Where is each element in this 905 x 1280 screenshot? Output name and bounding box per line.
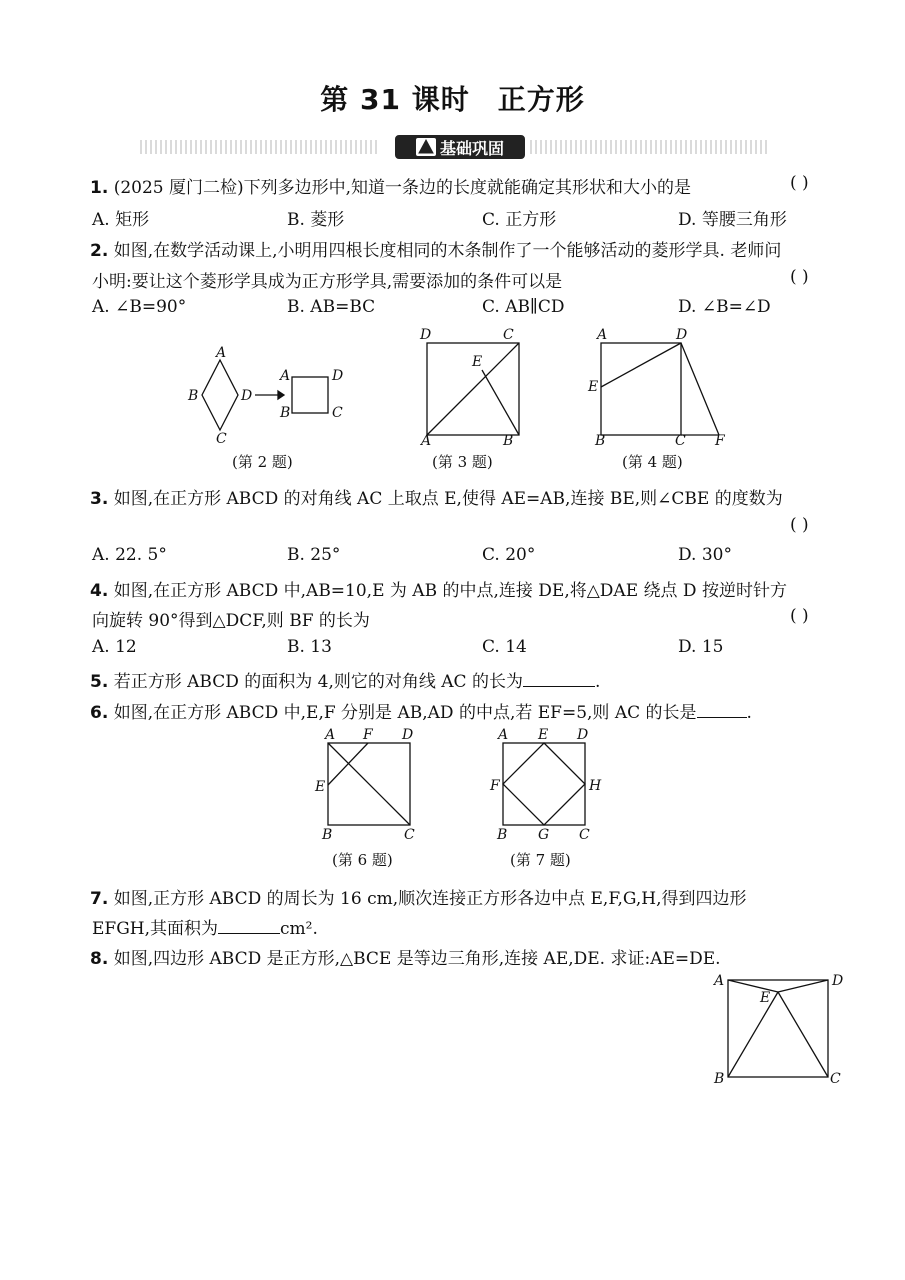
label: B <box>714 1071 725 1087</box>
label: A <box>498 727 509 743</box>
question-8 <box>90 944 721 969</box>
question-7 <box>90 884 747 909</box>
rhombus <box>202 360 238 430</box>
figure-4 <box>585 325 735 449</box>
label: C <box>216 431 227 447</box>
question-text: 若正方形 ABCD 的面积为 4,则它的对角线 AC 的长为 <box>113 672 523 692</box>
label: D <box>676 327 688 343</box>
figure-6 <box>310 725 430 845</box>
question-text: 如图,四边形 ABCD 是正方形,△BCE 是等边三角形,连接 AE,DE. 求证:AE=DE. <box>113 949 721 969</box>
option-c: C. AB∥CD <box>482 297 565 317</box>
question-number: 8. <box>90 949 109 969</box>
question-7-line2 <box>92 914 318 939</box>
label: D <box>420 327 432 343</box>
option-a: A. 22. 5° <box>92 545 167 565</box>
question-5 <box>90 667 600 692</box>
question-text: 如图,正方形 ABCD 的周长为 16 cm,顺次连接正方形各边中点 E,F,G,H,得到四边形 <box>113 889 747 909</box>
label: A <box>280 368 291 384</box>
question-3 <box>90 484 783 509</box>
question-text-end: . <box>746 703 752 723</box>
option-b: B. 25° <box>287 545 341 565</box>
label: B <box>188 388 199 404</box>
segment-be <box>482 370 519 435</box>
figure-8 <box>712 970 847 1090</box>
option-d: D. 等腰三角形 <box>678 210 787 230</box>
label: A <box>216 345 227 361</box>
figure-6-caption: (第 6 题) <box>332 851 393 869</box>
label: C <box>332 405 343 421</box>
figure-7 <box>485 725 605 845</box>
question-number: 7. <box>90 889 109 909</box>
answer-bracket: ( ) <box>790 173 809 193</box>
arrow-head <box>278 391 284 399</box>
question-text-end: cm². <box>280 919 318 939</box>
option-b: B. 13 <box>287 637 332 657</box>
option-c: C. 20° <box>482 545 536 565</box>
banner-dots-left <box>140 140 380 154</box>
label: E <box>315 779 326 795</box>
label: B <box>595 433 606 449</box>
answer-bracket: ( ) <box>790 267 809 287</box>
label: A <box>597 327 608 343</box>
label: E <box>538 727 549 743</box>
option-c: C. 14 <box>482 637 527 657</box>
label: E <box>472 354 483 370</box>
label: C <box>404 827 415 843</box>
answer-bracket: ( ) <box>790 515 809 535</box>
segment-ae <box>728 980 778 992</box>
answer-blank[interactable] <box>697 700 747 718</box>
figure-7-caption: (第 7 题) <box>510 851 571 869</box>
lesson-topic: 正方形 <box>497 83 585 116</box>
label: H <box>589 778 602 794</box>
option-d: D. 30° <box>678 545 732 565</box>
label: G <box>538 827 550 843</box>
question-text: 如图,在数学活动课上,小明用四根长度相同的木条制作了一个能够活动的菱形学具. 老师问 <box>113 241 782 261</box>
option-a: A. 矩形 <box>92 210 150 230</box>
section-label: 基础巩固 <box>439 138 504 158</box>
option-b: B. 菱形 <box>287 210 345 230</box>
banner-dots-right <box>530 140 770 154</box>
figure-4-caption: (第 4 题) <box>622 453 683 471</box>
square <box>728 980 828 1077</box>
answer-blank[interactable] <box>218 916 280 934</box>
label: B <box>503 433 514 449</box>
option-b: B. AB=BC <box>287 297 376 317</box>
section-banner <box>140 132 770 162</box>
label: B <box>497 827 508 843</box>
label: B <box>322 827 333 843</box>
label: D <box>241 388 253 404</box>
question-number: 3. <box>90 489 109 509</box>
option-c: C. 正方形 <box>482 210 557 230</box>
question-text: 如图,在正方形 ABCD 中,AB=10,E 为 AB 的中点,连接 DE,将△DAE 绕点 D 按逆时针方 <box>113 581 787 601</box>
question-number: 2. <box>90 241 109 261</box>
page-title <box>0 78 905 118</box>
question-1 <box>90 173 691 198</box>
question-text: 如图,在正方形 ABCD 中,E,F 分别是 AB,AD 的中点,若 EF=5,则 AC 的长是 <box>113 703 697 723</box>
diagonal-ac <box>328 743 410 825</box>
figure-3 <box>415 325 525 449</box>
label: C <box>579 827 590 843</box>
segment-de <box>601 343 681 387</box>
quadrilateral-efgh <box>503 743 585 825</box>
label: F <box>490 778 500 794</box>
option-a: A. 12 <box>92 637 137 657</box>
label: A <box>325 727 336 743</box>
question-2 <box>90 236 781 261</box>
segment-df <box>681 343 719 435</box>
label: E <box>588 379 599 395</box>
square <box>503 743 585 825</box>
question-4 <box>90 576 787 601</box>
label: F <box>715 433 725 449</box>
question-text-line2: 小明:要让这个菱形学具成为正方形学具,需要添加的条件可以是 <box>92 272 563 292</box>
figure-2 <box>180 345 360 445</box>
segment-de <box>778 980 828 992</box>
answer-blank[interactable] <box>523 669 595 687</box>
question-number: 1. <box>90 178 109 198</box>
label: F <box>363 727 373 743</box>
label: B <box>280 405 291 421</box>
label: D <box>832 973 844 989</box>
label: D <box>402 727 414 743</box>
lesson-number: 第 31 课时 <box>320 83 470 116</box>
question-text: 如图,在正方形 ABCD 的对角线 AC 上取点 E,使得 AE=AB,连接 BE,则∠CBE 的度数为 <box>113 489 783 509</box>
question-number: 5. <box>90 672 109 692</box>
label: A <box>714 973 725 989</box>
option-d: D. ∠B=∠D <box>678 297 771 317</box>
figure-3-caption: (第 3 题) <box>432 453 493 471</box>
question-text-end: . <box>594 672 601 692</box>
label: A <box>421 433 432 449</box>
label: D <box>577 727 589 743</box>
segment-be <box>728 992 778 1077</box>
bell-icon <box>416 138 436 156</box>
figure-2-caption: (第 2 题) <box>232 453 293 471</box>
label: D <box>332 368 344 384</box>
question-number: 4. <box>90 581 109 601</box>
label: E <box>760 990 771 1006</box>
question-number: 6. <box>90 703 109 723</box>
label: C <box>503 327 514 343</box>
segment-ce <box>778 992 828 1077</box>
section-badge <box>395 135 525 159</box>
question-text: EFGH,其面积为 <box>92 919 219 939</box>
label: C <box>675 433 686 449</box>
option-a: A. ∠B=90° <box>92 297 187 317</box>
label: C <box>830 1071 841 1087</box>
question-text: (2025 厦门二检)下列多边形中,知道一条边的长度就能确定其形状和大小的是 <box>113 178 692 198</box>
square <box>601 343 681 435</box>
question-text-line2: 向旋转 90°得到△DCF,则 BF 的长为 <box>92 611 370 631</box>
option-d: D. 15 <box>678 637 724 657</box>
square <box>292 377 328 413</box>
answer-bracket: ( ) <box>790 606 809 626</box>
question-6 <box>90 698 752 723</box>
